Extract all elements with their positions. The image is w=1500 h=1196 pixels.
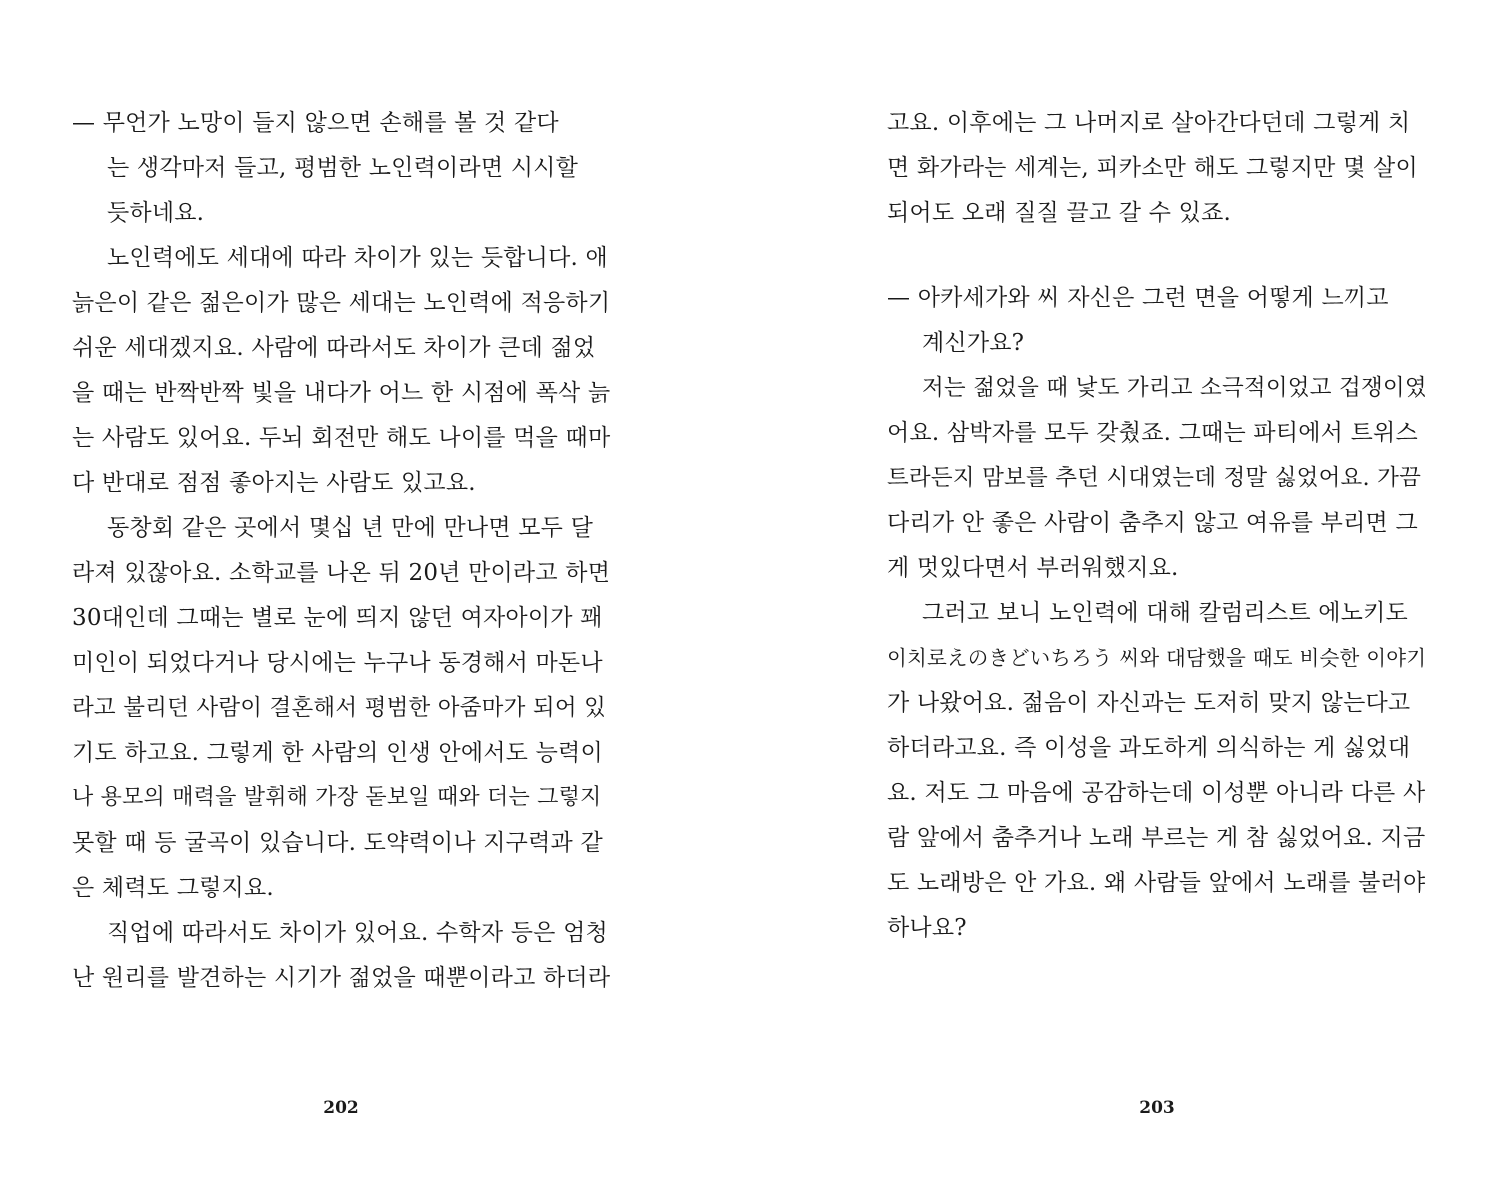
text-line: 다 반대로 점점 좋아지는 사람도 있고요.: [72, 470, 476, 496]
text-line: 동창회 같은 곳에서 몇십 년 만에 만나면 모두 달: [107, 515, 594, 541]
text-line: 트라든지 맘보를 추던 시대였는데 정말 싫었어요. 가끔: [887, 465, 1422, 491]
text-line: 난 원리를 발견하는 시기가 젊었을 때뿐이라고 하더라: [72, 965, 611, 991]
text-line: 쉬운 세대겠지요. 사람에 따라서도 차이가 큰데 젊었: [72, 335, 596, 361]
text-line: 가 나왔어요. 젊음이 자신과는 도저히 맞지 않는다고: [887, 690, 1411, 716]
text-line: 라져 있잖아요. 소학교를 나온 뒤 20년 만이라고 하면: [72, 560, 611, 586]
text-line: 람 앞에서 춤추거나 노래 부르는 게 참 싫었어요. 지금: [887, 825, 1426, 851]
text-line: 30대인데 그때는 별로 눈에 띄지 않던 여자아이가 꽤: [72, 605, 603, 631]
text-line: 는 생각마저 들고, 평범한 노인력이라면 시시할: [107, 155, 579, 181]
text-line: 미인이 되었다거나 당시에는 누구나 동경해서 마돈나: [72, 650, 603, 676]
text-line: 면 화가라는 세계는, 피카소만 해도 그렇지만 몇 살이: [887, 155, 1418, 181]
page-number: 203: [1139, 1098, 1175, 1118]
text-line: 하나요?: [887, 915, 967, 941]
text-line: — 무언가 노망이 들지 않으면 손해를 볼 것 같다: [72, 110, 559, 136]
text-line: — 아카세가와 씨 자신은 그런 면을 어떻게 느끼고: [887, 285, 1389, 311]
text-line: 하더라고요. 즉 이성을 과도하게 의식하는 게 싫었대: [887, 735, 1411, 761]
text-line: 다리가 안 좋은 사람이 춤추지 않고 여유를 부리면 그: [887, 510, 1418, 536]
text-line: 도 노래방은 안 가요. 왜 사람들 앞에서 노래를 불러야: [887, 870, 1426, 896]
page-number: 202: [323, 1098, 359, 1118]
text-line: 이치로えのきどいちろう 씨와 대담했을 때도 비슷한 이야기: [887, 646, 1427, 670]
text-line: 고요. 이후에는 그 나머지로 살아간다던데 그렇게 치: [887, 110, 1411, 136]
text-line: 나 용모의 매력을 발휘해 가장 돋보일 때와 더는 그렇지: [72, 785, 602, 810]
text-line: 은 체력도 그렇지요.: [72, 875, 274, 901]
text-line: 노인력에도 세대에 따라 차이가 있는 듯합니다. 애: [107, 245, 608, 271]
text-line: 게 멋있다면서 부러워했지요.: [887, 555, 1179, 581]
right-page: [750, 0, 1500, 1196]
text-line: 는 사람도 있어요. 두뇌 회전만 해도 나이를 먹을 때마: [72, 425, 611, 451]
text-line: 저는 젊었을 때 낯도 가리고 소극적이었고 겁쟁이였: [922, 375, 1427, 401]
text-line: 을 때는 반짝반짝 빛을 내다가 어느 한 시점에 폭삭 늙: [72, 380, 611, 406]
text-line: 라고 불리던 사람이 결혼해서 평범한 아줌마가 되어 있: [72, 695, 607, 721]
text-line: 요. 저도 그 마음에 공감하는데 이성뿐 아니라 다른 사: [887, 780, 1426, 806]
text-line: 못할 때 등 굴곡이 있습니다. 도약력이나 지구력과 같: [72, 830, 603, 856]
text-line: 그러고 보니 노인력에 대해 칼럼리스트 에노키도: [922, 600, 1408, 626]
text-line: 어요. 삼박자를 모두 갖췄죠. 그때는 파티에서 트위스: [887, 420, 1418, 446]
text-line: 듯하네요.: [107, 200, 205, 226]
text-line: 기도 하고요. 그렇게 한 사람의 인생 안에서도 능력이: [72, 740, 603, 766]
text-line: 계신가요?: [922, 330, 1025, 356]
text-line: 직업에 따라서도 차이가 있어요. 수학자 등은 엄청: [107, 920, 608, 946]
text-line: 되어도 오래 질질 끌고 갈 수 있죠.: [887, 200, 1232, 226]
text-line: 늙은이 같은 젊은이가 많은 세대는 노인력에 적응하기: [72, 290, 611, 316]
